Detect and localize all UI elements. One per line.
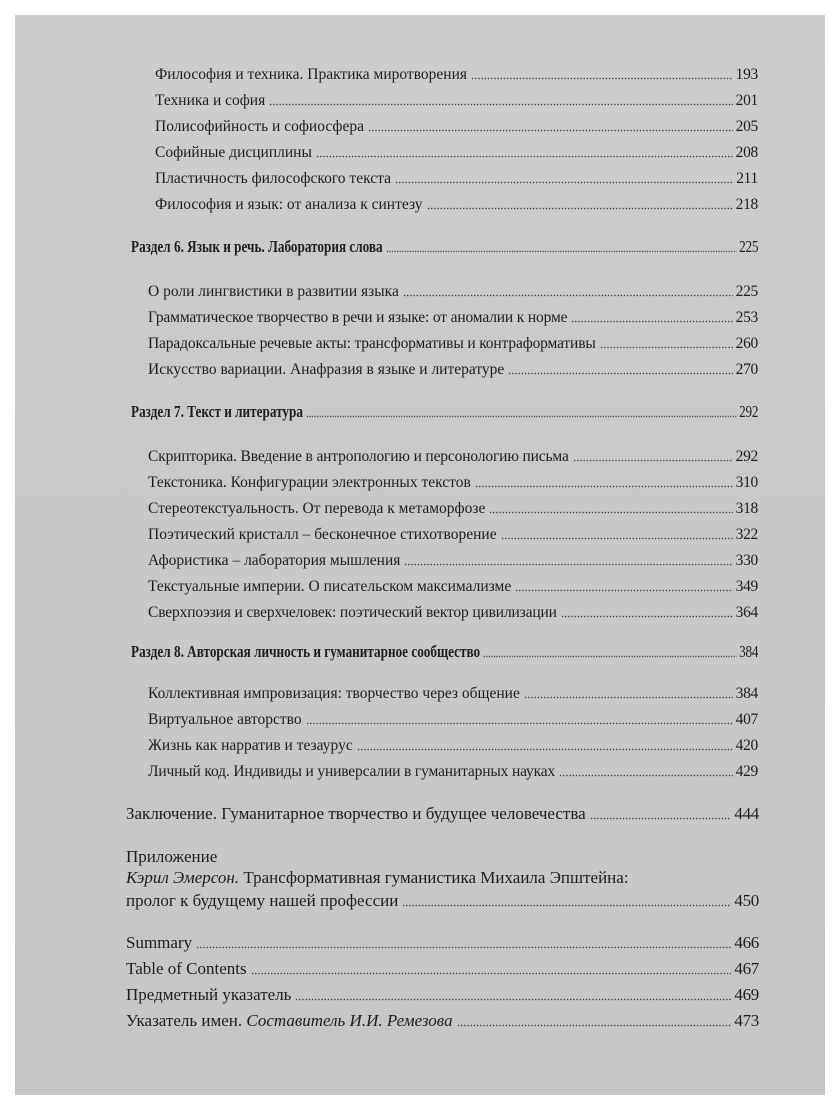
entry-title: Сверхпоэзия и сверхчеловек: поэтический вектор цивилизации <box>148 603 557 621</box>
section-page: 292 <box>739 401 759 421</box>
entry-title: пролог к будущему нашей профессии <box>126 891 399 910</box>
entry-page: 407 <box>735 710 758 728</box>
leader-dots <box>571 307 732 323</box>
entry-title: Философия и язык: от анализа к синтезу <box>155 195 423 213</box>
entry-title: Софийные дисциплины <box>155 143 312 161</box>
entry-page: 364 <box>735 603 758 621</box>
toc-entry[interactable] <box>148 358 758 379</box>
leader-dots <box>475 472 733 488</box>
entry-title: Summary <box>126 933 193 952</box>
entry-title: Жизнь как нарратив и тезаурус <box>148 736 353 754</box>
toc-subject-index[interactable] <box>126 983 759 1005</box>
leader-dots <box>403 281 733 297</box>
entry-title: Личный код. Индивиды и универсалии в гуманитарных науках <box>148 762 556 780</box>
entry-page: 318 <box>735 499 758 517</box>
entry-page: 444 <box>734 804 759 823</box>
toc-entry[interactable] <box>148 708 758 729</box>
toc-conclusion[interactable] <box>126 802 759 824</box>
leader-dots <box>251 958 732 975</box>
leader-dots <box>404 550 732 566</box>
entry-page: 292 <box>735 447 758 465</box>
appendix-title: Трансформативная гуманистика Михаила Эпштейна: <box>239 868 629 887</box>
entry-title: Искусство вариации. Анафразия в языке и литературе <box>148 360 505 378</box>
leader-dots <box>368 116 733 132</box>
leader-dots <box>306 401 737 418</box>
appendix-title-line1[interactable] <box>126 868 629 888</box>
entry-page: 193 <box>735 65 758 83</box>
entry-title: Текстуальные империи. О писательском максимализме <box>148 577 512 595</box>
leader-dots <box>402 890 731 907</box>
entry-title: Грамматическое творчество в речи и языке: от аномалии к норме <box>148 308 568 326</box>
entry-title: Философия и техника. Практика миротворения <box>155 65 468 83</box>
leader-dots <box>295 984 731 1001</box>
leader-dots <box>501 524 733 540</box>
toc-section-7[interactable] <box>131 400 758 422</box>
section-page: 384 <box>739 641 759 661</box>
entry-page: 450 <box>734 891 759 910</box>
leader-dots <box>515 576 732 592</box>
leader-dots <box>196 932 731 949</box>
section-page: 225 <box>739 236 759 256</box>
toc-entry[interactable] <box>148 760 758 781</box>
toc-section-6[interactable] <box>131 235 758 257</box>
toc-appendix-entry[interactable] <box>126 889 759 911</box>
toc-entry[interactable] <box>148 445 758 466</box>
entry-page: 467 <box>734 959 759 978</box>
leader-dots <box>471 64 733 80</box>
entry-title: О роли лингвистики в развитии языка <box>148 282 399 300</box>
entry-title: Виртуальное авторство <box>148 710 302 728</box>
entry-page: 429 <box>735 762 758 780</box>
book-page <box>15 15 825 1095</box>
leader-dots <box>600 333 733 349</box>
toc-entry[interactable] <box>148 601 758 622</box>
leader-dots <box>559 761 733 777</box>
entry-page: 270 <box>735 360 758 378</box>
leader-dots <box>395 168 733 184</box>
entry-page: 260 <box>735 334 758 352</box>
toc-entry[interactable] <box>155 89 758 110</box>
leader-dots <box>457 1010 732 1027</box>
section-title: Раздел 7. Текст и литература <box>131 401 303 421</box>
section-title: Раздел 6. Язык и речь. Лаборатория слова <box>131 236 383 256</box>
entry-title: Техника и софия <box>155 91 266 109</box>
toc-entry[interactable] <box>148 575 758 596</box>
name-index-title: Указатель имен. <box>126 1011 247 1030</box>
entry-page: 330 <box>735 551 758 569</box>
entry-page: 349 <box>735 577 758 595</box>
toc-entry[interactable] <box>148 682 758 703</box>
toc-entry[interactable] <box>155 167 758 188</box>
leader-dots <box>427 194 733 210</box>
entry-page: 201 <box>735 91 758 109</box>
toc-entry[interactable] <box>148 306 758 327</box>
leader-dots <box>386 236 737 253</box>
entry-title <box>126 1011 457 1031</box>
entry-title: Афористика – лаборатория мышления <box>148 551 401 569</box>
entry-title: Текстоника. Конфигурации электронных текстов <box>148 473 471 491</box>
entry-title: Коллективная импровизация: творчество через общение <box>148 684 520 702</box>
toc-entry[interactable] <box>155 193 758 214</box>
entry-page: 310 <box>735 473 758 491</box>
appendix-heading: Приложение <box>126 847 218 866</box>
leader-dots <box>483 641 736 658</box>
toc-entry[interactable] <box>148 332 758 353</box>
leader-dots <box>316 142 733 158</box>
entry-page: 469 <box>734 985 759 1004</box>
toc-entry[interactable] <box>155 141 758 162</box>
toc-entry[interactable] <box>148 471 758 492</box>
entry-page: 253 <box>735 308 758 326</box>
leader-dots <box>508 359 732 375</box>
entry-page: 420 <box>735 736 758 754</box>
toc-table-of-contents[interactable] <box>126 957 759 979</box>
entry-page: 208 <box>735 143 758 161</box>
entry-title: Скрипторика. Введение в антропологию и персонологию письма <box>148 447 569 465</box>
entry-page: 322 <box>735 525 758 543</box>
entry-page: 205 <box>735 117 758 135</box>
entry-page: 466 <box>734 933 759 952</box>
toc-entry[interactable] <box>148 734 758 755</box>
entry-title: Полисофийность и софиосфера <box>155 117 364 135</box>
toc-entry[interactable] <box>148 549 758 570</box>
entry-page: 473 <box>734 1011 759 1030</box>
toc-section-8[interactable] <box>131 640 758 662</box>
leader-dots <box>561 602 733 618</box>
entry-title: Table of Contents <box>126 959 247 978</box>
toc-entry[interactable] <box>155 115 758 136</box>
entry-title: Поэтический кристалл – бесконечное стихотворение <box>148 525 497 543</box>
leader-dots <box>590 803 732 820</box>
entry-title: Предметный указатель <box>126 985 292 1004</box>
toc-entry[interactable] <box>148 280 758 301</box>
appendix-author: Кэрил Эмерсон. <box>126 868 240 887</box>
entry-page: 211 <box>736 169 758 187</box>
entry-title: Стереотекстуальность. От перевода к метаморфозе <box>148 499 486 517</box>
entry-page: 218 <box>735 195 758 213</box>
entry-title: Парадоксальные речевые акты: трансформативы и контраформативы <box>148 334 596 352</box>
toc-entry[interactable] <box>155 63 758 84</box>
leader-dots <box>269 90 732 106</box>
leader-dots <box>489 498 732 514</box>
leader-dots <box>306 709 733 725</box>
leader-dots <box>357 735 733 751</box>
entry-page: 384 <box>735 684 758 702</box>
section-title: Раздел 8. Авторская личность и гуманитарное сообщество <box>131 641 481 661</box>
entry-title: Пластичность философского текста <box>155 169 391 187</box>
name-index-compiler: Составитель И.И. Ремезова <box>246 1011 453 1030</box>
entry-title: Заключение. Гуманитарное творчество и будущее человечества <box>126 804 586 823</box>
toc-entry[interactable] <box>148 523 758 544</box>
entry-page: 225 <box>735 282 758 300</box>
leader-dots <box>524 683 733 699</box>
leader-dots <box>573 446 733 462</box>
toc-entry[interactable] <box>148 497 758 518</box>
toc-summary[interactable] <box>126 931 759 953</box>
toc-name-index[interactable] <box>126 1009 759 1031</box>
